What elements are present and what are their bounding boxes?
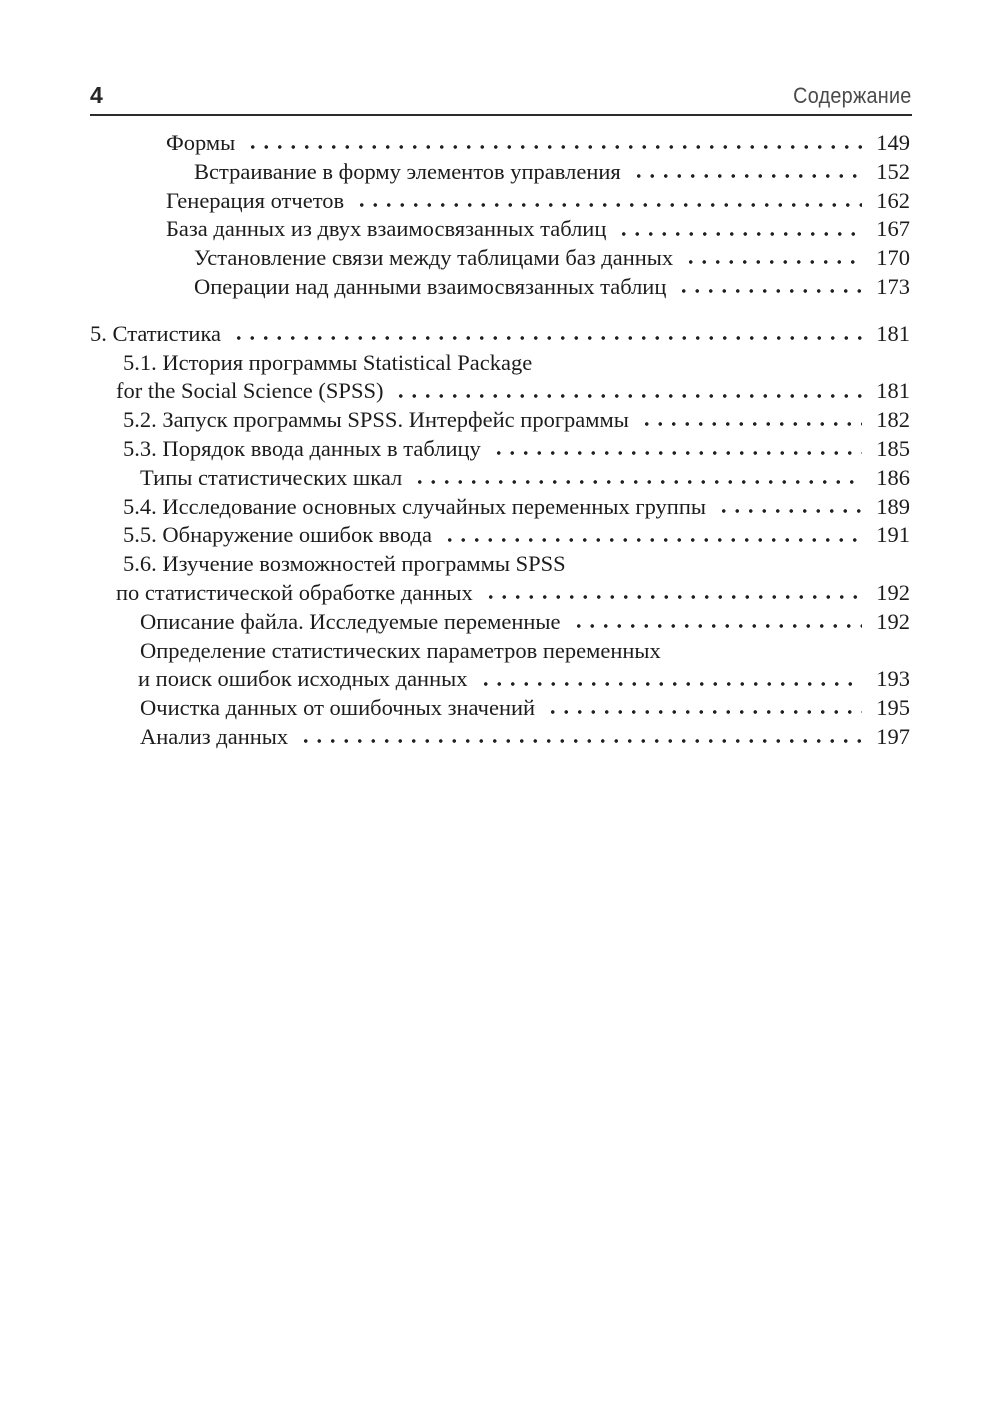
dot-leader [228,320,862,349]
toc-entry [90,435,910,464]
toc-entry [90,464,910,493]
toc-entry-page: 181 [876,320,910,346]
dot-leader [713,493,862,522]
toc-entry-label: Анализ данных [140,723,289,749]
toc-entry [90,320,910,349]
toc-entry-page: 167 [876,216,910,242]
header-rule [90,114,912,116]
toc-entry-page: 193 [876,666,910,692]
dot-leader [351,187,862,216]
toc-entry [90,377,910,406]
toc-entry-label: Генерация отчетов [166,187,345,213]
toc-entry-page: 192 [876,608,910,634]
toc [90,129,910,752]
dot-leader [242,129,862,158]
toc-entry-label: 5.2. Запуск программы SPSS. Интерфейс программы [123,407,629,433]
toc-entry-page: 185 [876,435,910,461]
dot-leader [568,608,862,637]
toc-entry-label: по статистической обработке данных [116,579,473,605]
toc-entry-label: 5.4. Исследование основных случайных переменных группы [123,493,707,519]
toc-entry-label: 5.5. Обнаружение ошибок ввода [123,522,432,548]
toc-entry-label: Определение статистических параметров переменных [140,637,661,663]
toc-entry [90,723,910,752]
toc-entry-label: Установление связи между таблицами баз данных [194,245,674,271]
dot-leader [409,464,862,493]
toc-entry [90,579,910,608]
toc-entry [90,244,910,273]
dot-leader [390,377,862,406]
toc-entry-label: Типы статистических шкал [140,464,403,490]
toc-entry-label: Встраивание в форму элементов управления [194,158,621,184]
dot-leader [613,215,862,244]
toc-entry [90,608,910,637]
dot-leader [680,244,862,273]
toc-entry-label: 5. Статистика [90,320,222,346]
dot-leader [628,158,862,187]
toc-entry [90,129,910,158]
toc-entry-label: 5.1. История программы Statistical Package [123,349,533,375]
toc-entry [90,273,910,302]
toc-entry-page: 162 [876,187,910,213]
toc-entry-page: 182 [876,407,910,433]
dot-leader [439,521,862,550]
page-header [90,0,912,109]
dot-leader [295,723,862,752]
toc-entry [90,158,910,187]
toc-entry-label: Операции над данными взаимосвязанных таблиц [194,273,667,299]
toc-entry-label: 5.3. Порядок ввода данных в таблицу [123,435,481,461]
toc-entry-label: Формы [166,130,236,155]
toc-entry-page: 195 [876,695,910,721]
toc-entry [90,637,910,666]
toc-entry-label: и поиск ошибок исходных данных [138,666,468,692]
toc-entry-label: 5.6. Изучение возможностей программы SPSS [123,551,566,577]
toc-entry-page: 152 [876,158,910,184]
toc-entry-page: 181 [876,378,910,404]
dot-leader [636,406,862,435]
dot-leader [475,665,862,694]
toc-entry-page: 173 [876,273,910,299]
toc-entry [90,215,910,244]
toc-entry-label: for the Social Science (SPSS) [116,378,384,404]
dot-leader [480,579,862,608]
toc-entry-page: 191 [876,522,910,548]
page-number: 4 [90,82,103,108]
toc-entry-label: Очистка данных от ошибочных значений [140,695,536,721]
toc-entry-page: 186 [876,464,910,490]
toc-entry-page: 149 [876,130,910,155]
header-title: Содержание [793,83,912,108]
toc-entry-label: База данных из двух взаимосвязанных таблиц [166,216,607,242]
dot-leader [673,273,862,302]
toc-entry-page: 170 [876,245,910,271]
toc-entry [90,694,910,723]
toc-entry [90,521,910,550]
toc-entry [90,665,910,694]
toc-entry [90,187,910,216]
dot-leader [542,694,862,723]
toc-entry-page: 192 [876,579,910,605]
toc-entry [90,349,910,378]
toc-entry [90,550,910,579]
toc-entry [90,493,910,522]
toc-entry-page: 189 [876,493,910,519]
toc-entry-page: 197 [876,723,910,749]
toc-entry-label: Описание файла. Исследуемые переменные [140,608,561,634]
dot-leader [488,435,862,464]
toc-entry [90,406,910,435]
